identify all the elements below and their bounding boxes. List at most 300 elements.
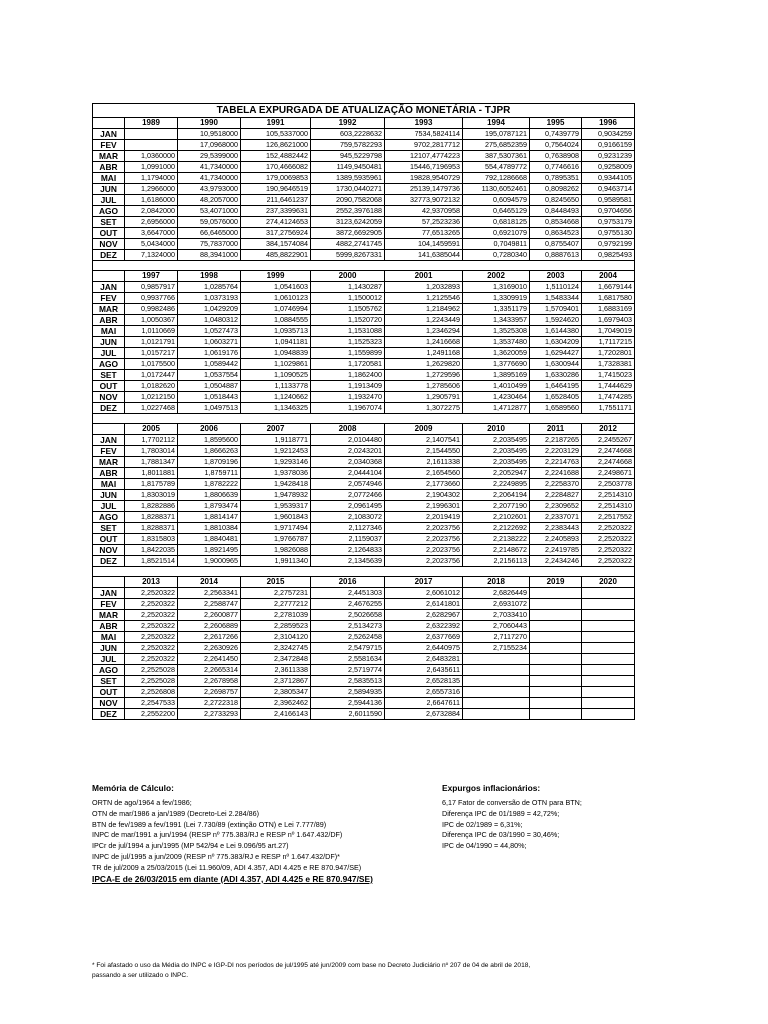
table-cell: 1,6304209: [530, 337, 582, 348]
table-cell: 1,8709196: [178, 457, 241, 468]
table-cell: 2,1996301: [385, 501, 463, 512]
table-cell: 2,3712867: [241, 676, 311, 687]
table-row: [93, 545, 635, 556]
month-label: AGO: [93, 206, 125, 217]
table-cell: 1,6679144: [582, 282, 635, 293]
table-cell: 1,1029861: [241, 359, 311, 370]
table-cell: 0,7746616: [530, 162, 582, 173]
table-cell: 1,0050367: [125, 315, 178, 326]
table-cell: 126,8621000: [241, 140, 311, 151]
table-cell: [530, 643, 582, 654]
table-row: [93, 512, 635, 523]
year-header: 1999: [241, 271, 311, 282]
table-cell: 2,2781039: [241, 610, 311, 621]
table-cell: 2,2337071: [530, 512, 582, 523]
spacer-cell: [93, 567, 635, 577]
title-row: [93, 104, 635, 118]
table-cell: 2,2698757: [178, 687, 241, 698]
table-cell: 190,9646519: [241, 184, 311, 195]
table-cell: 1,2416668: [385, 337, 463, 348]
table-row: [93, 490, 635, 501]
table-cell: 77,6513265: [385, 228, 463, 239]
table-cell: 1,7328381: [582, 359, 635, 370]
table-cell: 43,9793000: [178, 184, 241, 195]
table-cell: 2,2122692: [463, 523, 530, 534]
table-cell: 2,6141801: [385, 599, 463, 610]
block-spacer: [93, 261, 635, 271]
block-spacer: [93, 567, 635, 577]
table-cell: 2,2138222: [463, 534, 530, 545]
table-cell: 2,2455267: [582, 435, 635, 446]
table-cell: 3,6647000: [125, 228, 178, 239]
table-cell: 2,6483281: [385, 654, 463, 665]
table-cell: 1,8303019: [125, 490, 178, 501]
table-cell: 41,7340000: [178, 162, 241, 173]
table-cell: 1,0497513: [178, 403, 241, 414]
table-cell: 1,0589442: [178, 359, 241, 370]
table-cell: 1,0110669: [125, 326, 178, 337]
month-label: FEV: [93, 599, 125, 610]
table-cell: 2,6528135: [385, 676, 463, 687]
table-cell: 2,2525028: [125, 676, 178, 687]
table-cell: 42,9370958: [385, 206, 463, 217]
memo-line: OTN de mar/1986 a jan/1989 (Decreto-Lei 2.284/86): [92, 808, 260, 818]
table-cell: 2,0340368: [311, 457, 385, 468]
month-label: JUN: [93, 184, 125, 195]
table-row: [93, 239, 635, 250]
table-cell: 2,2520322: [125, 588, 178, 599]
table-cell: 1,1559899: [311, 348, 385, 359]
table-cell: 2,2517552: [582, 512, 635, 523]
table-cell: 1,0480312: [178, 315, 241, 326]
month-label: OUT: [93, 381, 125, 392]
table-cell: 2,2641450: [178, 654, 241, 665]
table-cell: [530, 709, 582, 720]
table-cell: 66,6465000: [178, 228, 241, 239]
table-cell: [530, 588, 582, 599]
table-cell: 2,0842000: [125, 206, 178, 217]
table-cell: 2,2474668: [582, 457, 635, 468]
table-cell: 1,0429209: [178, 304, 241, 315]
month-label: DEZ: [93, 250, 125, 261]
table-cell: 2,2630926: [178, 643, 241, 654]
year-header: 2006: [178, 424, 241, 435]
table-row: [93, 359, 635, 370]
year-header: 1992: [311, 118, 385, 129]
table-cell: 1,5110124: [530, 282, 582, 293]
table-cell: 1,6144380: [530, 326, 582, 337]
table-cell: 1,0991000: [125, 162, 178, 173]
table-cell: 1,0619176: [178, 348, 241, 359]
table-cell: [582, 709, 635, 720]
table-cell: 0,9344105: [582, 173, 635, 184]
year-header: 2005: [125, 424, 178, 435]
table-cell: 2,2309652: [530, 501, 582, 512]
table-cell: 1,6300944: [530, 359, 582, 370]
table-cell: [530, 599, 582, 610]
table-cell: 2,2665314: [178, 665, 241, 676]
table-cell: 12107,4774223: [385, 151, 463, 162]
table-cell: 2,1127346: [311, 523, 385, 534]
table-cell: 2,2023756: [385, 523, 463, 534]
table-cell: 2,2859523: [241, 621, 311, 632]
table-row: [93, 435, 635, 446]
table-cell: 0,7564024: [530, 140, 582, 151]
year-header: 2013: [125, 577, 178, 588]
header-corner: [93, 271, 125, 282]
table-cell: 1,1932470: [311, 392, 385, 403]
table-cell: 2,2035495: [463, 457, 530, 468]
table-cell: 237,3399631: [241, 206, 311, 217]
table-cell: 1,6294427: [530, 348, 582, 359]
table-row: [93, 556, 635, 567]
table-cell: 2,3104120: [241, 632, 311, 643]
table-cell: 2,2514310: [582, 490, 635, 501]
table-cell: 0,8448493: [530, 206, 582, 217]
table-cell: 4882,2741745: [311, 239, 385, 250]
month-label: SET: [93, 217, 125, 228]
table-cell: [530, 610, 582, 621]
year-header: 2019: [530, 577, 582, 588]
table-cell: 1,7702112: [125, 435, 178, 446]
table-cell: [582, 599, 635, 610]
month-label: SET: [93, 370, 125, 381]
table-cell: 1730,0440271: [311, 184, 385, 195]
correction-table: [92, 103, 635, 720]
table-cell: [582, 610, 635, 621]
table-cell: 1,6883169: [582, 304, 635, 315]
table-row: [93, 228, 635, 239]
table-cell: 2,2503778: [582, 479, 635, 490]
table-cell: 0,8755407: [530, 239, 582, 250]
table-cell: 1,6979403: [582, 315, 635, 326]
table-cell: 1,1720581: [311, 359, 385, 370]
table-row: [93, 709, 635, 720]
table-cell: 0,6465129: [463, 206, 530, 217]
table-cell: 2,0243201: [311, 446, 385, 457]
table-cell: 2,2600877: [178, 610, 241, 621]
month-label: JAN: [93, 588, 125, 599]
table-row: [93, 151, 635, 162]
table-cell: 2,2284827: [530, 490, 582, 501]
table-cell: [530, 632, 582, 643]
table-cell: 2,2520322: [125, 621, 178, 632]
month-label: OUT: [93, 534, 125, 545]
table-cell: 1,3433957: [463, 315, 530, 326]
table-cell: 1,7881347: [125, 457, 178, 468]
table-cell: 2,3242745: [241, 643, 311, 654]
table-cell: 1,3776690: [463, 359, 530, 370]
table-cell: [125, 140, 178, 151]
month-label: JUL: [93, 501, 125, 512]
table-cell: 1,2243449: [385, 315, 463, 326]
month-label: NOV: [93, 392, 125, 403]
table-cell: 0,9982486: [125, 304, 178, 315]
table-cell: 2,2434246: [530, 556, 582, 567]
table-cell: [530, 621, 582, 632]
table-cell: 104,1459591: [385, 239, 463, 250]
table-cell: [463, 709, 530, 720]
table-cell: 2,6435611: [385, 665, 463, 676]
table-cell: 1,0541603: [241, 282, 311, 293]
table-row: [93, 687, 635, 698]
table-cell: 2,7117270: [463, 632, 530, 643]
table-cell: 2,4166143: [241, 709, 311, 720]
table-row: [93, 282, 635, 293]
month-label: AGO: [93, 665, 125, 676]
table-cell: 0,7280340: [463, 250, 530, 261]
table-row: [93, 206, 635, 217]
table-cell: 792,1286668: [463, 173, 530, 184]
table-cell: 1,2785606: [385, 381, 463, 392]
table-cell: 1,0948839: [241, 348, 311, 359]
table-cell: 2,6956000: [125, 217, 178, 228]
table-cell: 1149,9450481: [311, 162, 385, 173]
table-cell: [582, 654, 635, 665]
table-row: [93, 479, 635, 490]
month-label: JUL: [93, 654, 125, 665]
table-cell: 1,9478932: [241, 490, 311, 501]
table-cell: [125, 129, 178, 140]
year-header: 2000: [311, 271, 385, 282]
table-cell: 1,0175500: [125, 359, 178, 370]
table-cell: 2,5479715: [311, 643, 385, 654]
table-cell: 57,2523236: [385, 217, 463, 228]
table-row: [93, 195, 635, 206]
table-cell: 1,4010499: [463, 381, 530, 392]
table-cell: 15446,7196953: [385, 162, 463, 173]
table-cell: 1,2966000: [125, 184, 178, 195]
table-cell: 384,1574084: [241, 239, 311, 250]
table-cell: 274,4124653: [241, 217, 311, 228]
table-cell: 2,6732884: [385, 709, 463, 720]
table-cell: 1,0746994: [241, 304, 311, 315]
table-cell: 1,0935713: [241, 326, 311, 337]
table-cell: 2,2552200: [125, 709, 178, 720]
table-cell: 0,8634523: [530, 228, 582, 239]
table-cell: 1,2184962: [385, 304, 463, 315]
year-header: 2009: [385, 424, 463, 435]
year-header: 2007: [241, 424, 311, 435]
table-cell: 1,0610123: [241, 293, 311, 304]
table-cell: 2,2035495: [463, 446, 530, 457]
table-cell: 2,2563341: [178, 588, 241, 599]
table-cell: 1,7474285: [582, 392, 635, 403]
table-cell: 2,2474668: [582, 446, 635, 457]
table-row: [93, 403, 635, 414]
year-header: 2008: [311, 424, 385, 435]
year-header: 1995: [530, 118, 582, 129]
year-header: 2011: [530, 424, 582, 435]
table-row: [93, 392, 635, 403]
table-cell: 2,2520322: [582, 523, 635, 534]
memo-line: INPC de jul/1995 a jun/2009 (RESP nº 775.383/RJ e RESP nº 1.647.432/DF)*: [92, 851, 340, 861]
month-label: AGO: [93, 359, 125, 370]
table-cell: 0,7439779: [530, 129, 582, 140]
table-cell: 2,1345639: [311, 556, 385, 567]
table-cell: 1,8806639: [178, 490, 241, 501]
month-label: MAI: [93, 479, 125, 490]
year-header-row: [93, 577, 635, 588]
table-cell: 2,2383443: [530, 523, 582, 534]
table-cell: 2,1773660: [385, 479, 463, 490]
purges-line: 6,17 Fator de conversão de OTN para BTN;: [442, 798, 582, 807]
table-cell: 2,2733293: [178, 709, 241, 720]
table-cell: 0,7638908: [530, 151, 582, 162]
table-cell: 2,6931072: [463, 599, 530, 610]
memo-line: IPCr de jul/1994 a jun/1995 (MP 542/94 e Lei 9.096/95 art.27): [92, 841, 289, 851]
month-label: ABR: [93, 468, 125, 479]
month-label: ABR: [93, 162, 125, 173]
table-cell: 1,0285764: [178, 282, 241, 293]
footnote: [92, 961, 652, 981]
table-cell: 2,2526808: [125, 687, 178, 698]
table-cell: 1,8666263: [178, 446, 241, 457]
table-cell: 0,9704656: [582, 206, 635, 217]
table-cell: 1,0227468: [125, 403, 178, 414]
memo-line: INPC de mar/1991 a jun/1994 (RESP nº 775.383/RJ e RESP nº 1.647.432/DF): [92, 830, 343, 840]
table-cell: [463, 665, 530, 676]
table-cell: 2,2023756: [385, 556, 463, 567]
table-cell: 1,4712877: [463, 403, 530, 414]
table-cell: 1,3525308: [463, 326, 530, 337]
year-header: 2017: [385, 577, 463, 588]
month-label: JUN: [93, 490, 125, 501]
table-row: [93, 457, 635, 468]
table-cell: 1,0941181: [241, 337, 311, 348]
year-header-row: [93, 271, 635, 282]
table-cell: 2,2588747: [178, 599, 241, 610]
table-cell: 2,2156113: [463, 556, 530, 567]
table-cell: 1,7803014: [125, 446, 178, 457]
year-header: 2014: [178, 577, 241, 588]
table-cell: 2,1083072: [311, 512, 385, 523]
table-cell: [582, 665, 635, 676]
table-cell: 2,2102601: [463, 512, 530, 523]
table-cell: 41,7340000: [178, 173, 241, 184]
table-cell: 2,2241688: [530, 468, 582, 479]
table-cell: 2,2547533: [125, 698, 178, 709]
table-cell: 2,2525028: [125, 665, 178, 676]
table-cell: 1,7049019: [582, 326, 635, 337]
table-cell: 1,1913409: [311, 381, 385, 392]
month-label: MAI: [93, 173, 125, 184]
table-cell: [582, 621, 635, 632]
table-cell: 1,8793474: [178, 501, 241, 512]
table-cell: 759,5782293: [311, 140, 385, 151]
table-cell: [582, 632, 635, 643]
table-cell: [582, 588, 635, 599]
table-cell: 317,2756924: [241, 228, 311, 239]
table-cell: 1,8282886: [125, 501, 178, 512]
table-cell: 2,2617266: [178, 632, 241, 643]
table-cell: 1,0182620: [125, 381, 178, 392]
table-cell: 2,2023756: [385, 545, 463, 556]
table-row: [93, 370, 635, 381]
month-label: NOV: [93, 545, 125, 556]
month-label: MAI: [93, 632, 125, 643]
table-cell: 2,1611338: [385, 457, 463, 468]
table-cell: 75,7837000: [178, 239, 241, 250]
year-header: 2010: [463, 424, 530, 435]
table-cell: 2,6647611: [385, 698, 463, 709]
table-cell: 1,0360000: [125, 151, 178, 162]
year-header-row: [93, 424, 635, 435]
table-cell: 1,6330286: [530, 370, 582, 381]
table-cell: 2,0772466: [311, 490, 385, 501]
table-cell: 1,2729596: [385, 370, 463, 381]
table-cell: 2,2520322: [125, 654, 178, 665]
year-header: 2015: [241, 577, 311, 588]
table-cell: 0,9258009: [582, 162, 635, 173]
table-cell: 2,6557316: [385, 687, 463, 698]
table-cell: 1,3169010: [463, 282, 530, 293]
table-cell: 2,3962462: [241, 698, 311, 709]
table-cell: 2,5134273: [311, 621, 385, 632]
month-label: FEV: [93, 140, 125, 151]
month-label: OUT: [93, 228, 125, 239]
table-row: [93, 599, 635, 610]
table-cell: 2,2520322: [125, 610, 178, 621]
table-cell: 2,5835513: [311, 676, 385, 687]
table-row: [93, 632, 635, 643]
table-cell: 1,1133778: [241, 381, 311, 392]
table-cell: 1,8288371: [125, 512, 178, 523]
table-cell: 2,4676255: [311, 599, 385, 610]
table-cell: 275,6852359: [463, 140, 530, 151]
table-cell: 2,6061012: [385, 588, 463, 599]
table-cell: [530, 676, 582, 687]
table-cell: 1,5483344: [530, 293, 582, 304]
year-header: 1994: [463, 118, 530, 129]
table-cell: 17,0968000: [178, 140, 241, 151]
table-row: [93, 621, 635, 632]
table-cell: 2,6282967: [385, 610, 463, 621]
purges-line: Diferença IPC de 03/1990 = 30,46%;: [442, 830, 560, 840]
table-cell: [463, 687, 530, 698]
table-cell: 2,0444104: [311, 468, 385, 479]
table-cell: 19828,9540729: [385, 173, 463, 184]
month-label: ABR: [93, 621, 125, 632]
table-cell: 1,8521514: [125, 556, 178, 567]
table-cell: 1,0373193: [178, 293, 241, 304]
table-cell: 2,6011590: [311, 709, 385, 720]
table-cell: 1,1794000: [125, 173, 178, 184]
table-cell: [463, 654, 530, 665]
table-cell: 2,2249895: [463, 479, 530, 490]
table-cell: [582, 698, 635, 709]
year-header: 1990: [178, 118, 241, 129]
month-label: FEV: [93, 293, 125, 304]
table-cell: 2,2514310: [582, 501, 635, 512]
header-corner: [93, 577, 125, 588]
table-cell: 1,2629820: [385, 359, 463, 370]
table-cell: 1,1862400: [311, 370, 385, 381]
table-cell: 1,3072275: [385, 403, 463, 414]
month-label: MAR: [93, 151, 125, 162]
table-cell: 211,6461237: [241, 195, 311, 206]
table-cell: 1,9428418: [241, 479, 311, 490]
table-row: [93, 162, 635, 173]
table-cell: 1,3351179: [463, 304, 530, 315]
table-cell: 1,8810384: [178, 523, 241, 534]
month-label: DEZ: [93, 403, 125, 414]
spacer-cell: [93, 261, 635, 271]
table-cell: [463, 698, 530, 709]
table-cell: [582, 643, 635, 654]
table-row: [93, 610, 635, 621]
table-cell: 2,6440975: [385, 643, 463, 654]
